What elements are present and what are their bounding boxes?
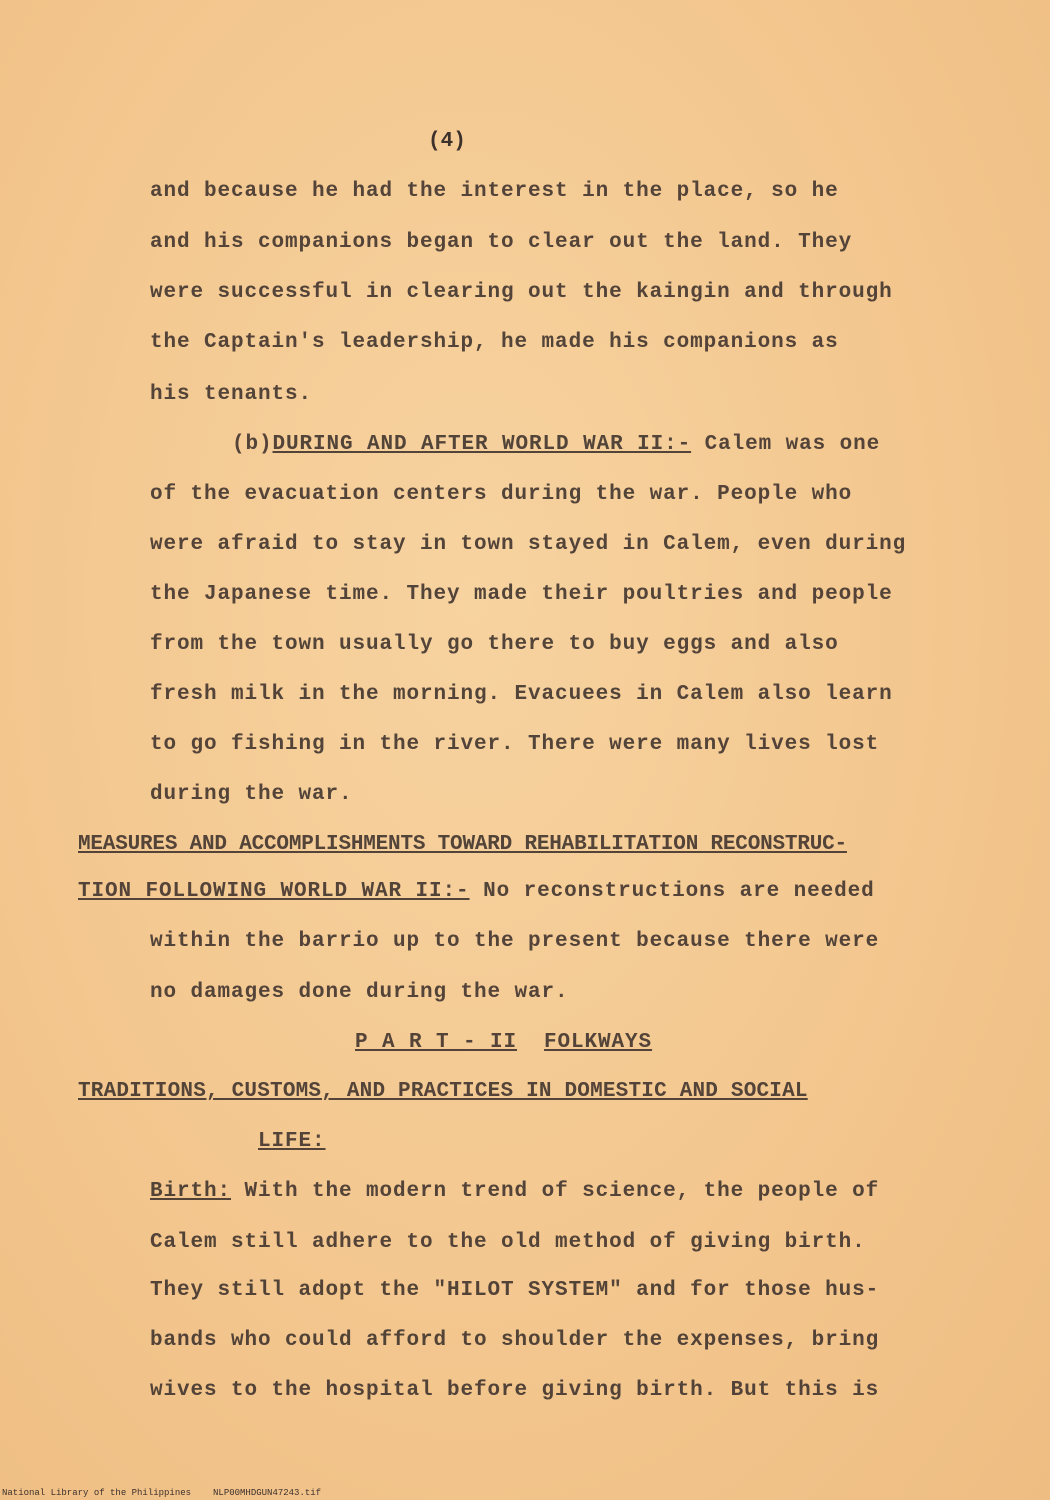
- body-line: his tenants.: [150, 383, 313, 406]
- page-number: (4): [428, 130, 466, 153]
- body-line: and because he had the interest in the place, so he: [150, 180, 839, 203]
- body-line: from the town usually go there to buy eggs and also: [150, 633, 839, 656]
- body-line: They still adopt the "HILOT SYSTEM" and for those hus-: [150, 1279, 880, 1302]
- footer-file: NLP00MHDGUN47243.tif: [213, 1488, 322, 1498]
- body-line: of the evacuation centers during the war. People who: [150, 483, 853, 506]
- body-line: were afraid to stay in town stayed in Calem, even during: [150, 533, 907, 556]
- footer-library: National Library of the Philippines: [2, 1488, 192, 1498]
- body-line: and his companions began to clear out the land. They: [150, 231, 853, 254]
- scan-footer: [2, 1488, 343, 1498]
- part-title: FOLKWAYS: [544, 1031, 653, 1054]
- body-line: the Captain's leadership, he made his companions as: [150, 331, 839, 354]
- measures-text: No reconstructions are needed: [469, 880, 875, 903]
- traditions-heading: TRADITIONS, CUSTOMS, AND PRACTICES IN DOMESTIC AND SOCIAL: [78, 1080, 808, 1103]
- body-line: to go fishing in the river. There were many lives lost: [150, 733, 880, 756]
- part-label: P A R T - II: [355, 1031, 518, 1054]
- section-b-line: [232, 433, 880, 456]
- section-b-text: Calem was one: [691, 433, 881, 456]
- birth-text: With the modern trend of science, the people of: [231, 1180, 880, 1203]
- birth-label: Birth:: [150, 1180, 232, 1203]
- birth-line: [150, 1180, 879, 1203]
- section-b-heading: DURING AND AFTER WORLD WAR II:-: [272, 433, 692, 456]
- body-line: the Japanese time. They made their poultries and people: [150, 583, 893, 606]
- part-heading: [355, 1031, 652, 1054]
- body-line: wives to the hospital before giving birth. But this is: [150, 1379, 880, 1402]
- measures-heading-cont: TION FOLLOWING WORLD WAR II:-: [78, 880, 470, 903]
- body-line: during the war.: [150, 783, 353, 806]
- body-line: fresh milk in the morning. Evacuees in Calem also learn: [150, 683, 893, 706]
- body-line: no damages done during the war.: [150, 981, 569, 1004]
- measures-heading-line-2: [78, 880, 875, 903]
- body-line: were successful in clearing out the kaingin and through: [150, 281, 893, 304]
- body-line: bands who could afford to shoulder the expenses, bring: [150, 1329, 880, 1352]
- body-line: within the barrio up to the present because there were: [150, 930, 880, 953]
- body-line: Calem still adhere to the old method of giving birth.: [150, 1231, 866, 1254]
- traditions-heading-cont: LIFE:: [258, 1130, 326, 1153]
- section-b-marker: (b): [232, 433, 273, 456]
- measures-heading: MEASURES AND ACCOMPLISHMENTS TOWARD REHABILITATION RECONSTRUC-: [78, 833, 847, 856]
